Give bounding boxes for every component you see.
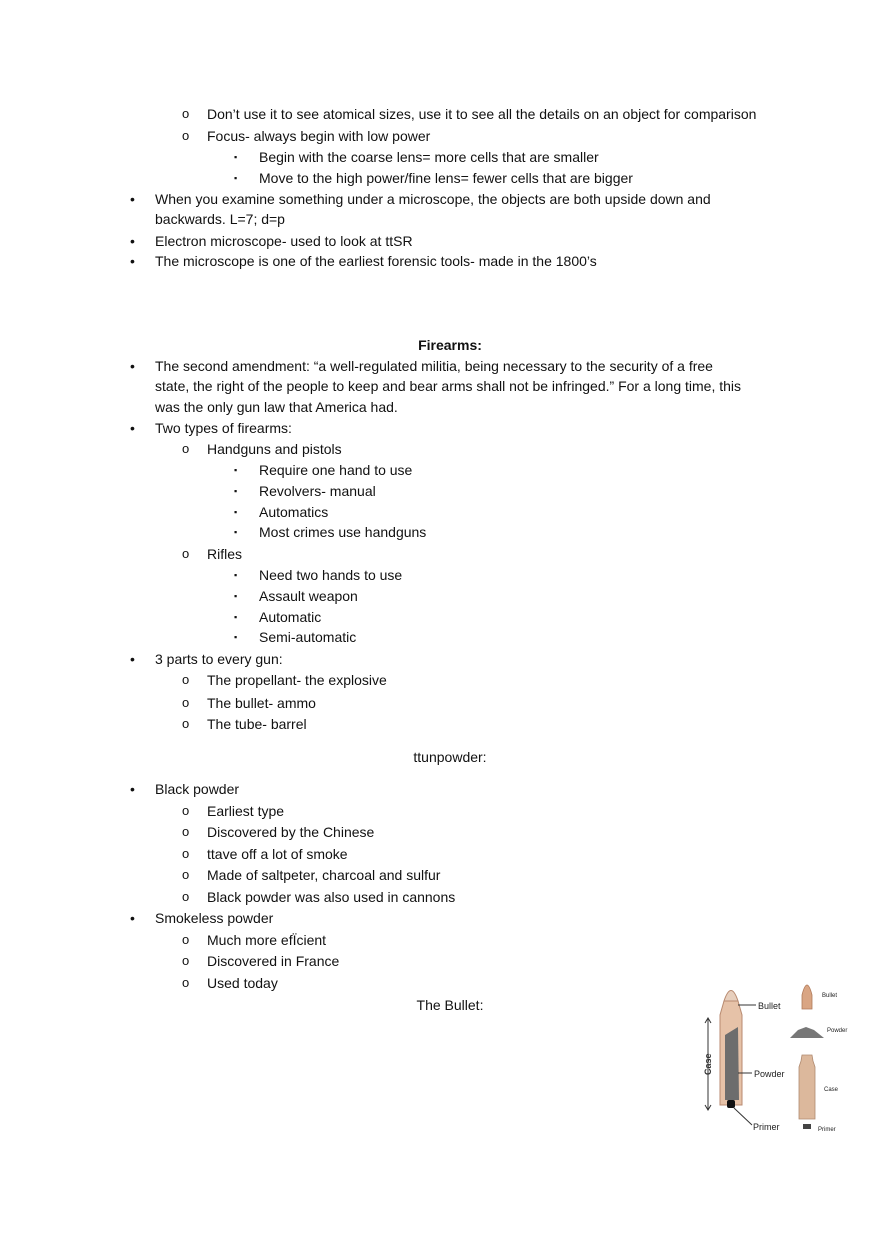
list-item: Discovered in France [207,953,340,969]
list-item: Handguns and pistols [207,441,342,457]
list-item: The second amendment: “a well-regulated militia, being necessary to the security of a free [155,358,713,374]
square-bullet-icon: ▪ [234,570,238,580]
small-label-bullet-text: Bullet [822,993,838,999]
square-bullet-icon: ▪ [234,527,238,537]
list-item: Need two hands to use [259,567,403,583]
list-item: Automatic [259,609,322,625]
hollow-bullet-icon: o [182,106,190,121]
list-item: The tube- barrel [207,716,307,732]
round-bullet-icon: • [130,420,135,436]
pointer-line-primer [734,1108,752,1125]
hollow-bullet-icon: o [182,546,190,561]
small-powder-shape [790,1027,824,1038]
list-item: Focus- always begin with low power [207,128,431,144]
list-item: Automatics [259,504,329,520]
list-item: Smokeless powder [155,910,274,926]
list-item: 3 parts to every gun: [155,651,283,667]
list-item: Rifles [207,546,243,562]
hollow-bullet-icon: o [182,932,190,947]
round-bullet-icon: • [130,651,135,667]
round-bullet-icon: • [130,781,135,797]
square-bullet-icon: ▪ [234,152,238,162]
list-item: Discovered by the Chinese [207,824,375,840]
cartridge-powder-shape [725,1027,739,1100]
list-item: Earliest type [207,803,285,819]
cartridge-diagram-figure [694,975,854,1137]
list-item: Assault weapon [259,588,358,604]
hollow-bullet-icon: o [182,975,190,990]
label-powder-text: Powder [754,1069,785,1079]
small-label-powder-text: Powder [827,1028,848,1034]
hollow-bullet-icon: o [182,953,190,968]
round-bullet-icon: • [130,253,135,269]
hollow-bullet-icon: o [182,672,190,687]
round-bullet-icon: • [130,233,135,249]
hollow-bullet-icon: o [182,846,190,861]
list-item: Most crimes use handguns [259,524,427,540]
list-item: Much more efÏcient [207,932,327,948]
hollow-bullet-icon: o [182,867,190,882]
list-item: Used today [207,975,278,991]
list-item: Move to the high power/fine lens= fewer cells that are bigger [259,170,633,186]
hollow-bullet-icon: o [182,441,190,456]
hollow-bullet-icon: o [182,716,190,731]
hollow-bullet-icon: o [182,803,190,818]
list-item: The microscope is one of the earliest forensic tools- made in the 1800’s [155,253,597,269]
list-item-continuation: was the only gun law that America had. [155,399,398,415]
cartridge-bullet-shape [724,991,738,1002]
list-item: Don’t use it to see atomical sizes, use it to see all the details on an object for comparison [207,106,757,122]
section-heading-firearms: Firearms: [418,337,482,353]
square-bullet-icon: ▪ [234,507,238,517]
list-item: When you examine something under a microscope, the objects are both upside down and [155,191,711,207]
square-bullet-icon: ▪ [234,632,238,642]
small-label-case-text: Case [824,1087,839,1093]
round-bullet-icon: • [130,191,135,207]
list-item: Require one hand to use [259,462,413,478]
round-bullet-icon: • [130,910,135,926]
list-item-continuation: backwards. L=7; d=p [155,211,285,227]
hollow-bullet-icon: o [182,695,190,710]
list-item: The bullet- ammo [207,695,316,711]
list-item: Two types of firearms: [155,420,292,436]
square-bullet-icon: ▪ [234,591,238,601]
small-label-primer-text: Primer [818,1127,836,1133]
section-heading-bullet: The Bullet: [416,997,484,1013]
label-case-text: Case [703,1053,713,1075]
small-case-shape [799,1055,815,1119]
list-item: Revolvers- manual [259,483,376,499]
list-item-continuation: state, the right of the people to keep and bear arms shall not be infringed.” For a long time, this [155,378,742,394]
hollow-bullet-icon: o [182,889,190,904]
small-bullet-shape [802,985,812,1009]
label-primer-text: Primer [753,1122,780,1132]
list-item: Electron microscope- used to look at ttSR [155,233,413,249]
label-bullet-text: Bullet [758,1001,781,1011]
list-item: The propellant- the explosive [207,672,387,688]
hollow-bullet-icon: o [182,128,190,143]
hollow-bullet-icon: o [182,824,190,839]
list-item: Semi-automatic [259,629,357,645]
list-item: Black powder [155,781,240,797]
square-bullet-icon: ▪ [234,612,238,622]
small-primer-shape [803,1124,811,1129]
square-bullet-icon: ▪ [234,486,238,496]
list-item: Black powder was also used in cannons [207,889,456,905]
list-item: ttave off a lot of smoke [207,846,348,862]
list-item: Begin with the coarse lens= more cells that are smaller [259,149,599,165]
square-bullet-icon: ▪ [234,465,238,475]
list-item: Made of saltpeter, charcoal and sulfur [207,867,441,883]
cartridge-primer-shape [727,1100,735,1108]
section-heading-gunpowder: ttunpowder: [413,749,487,765]
round-bullet-icon: • [130,358,135,374]
square-bullet-icon: ▪ [234,173,238,183]
